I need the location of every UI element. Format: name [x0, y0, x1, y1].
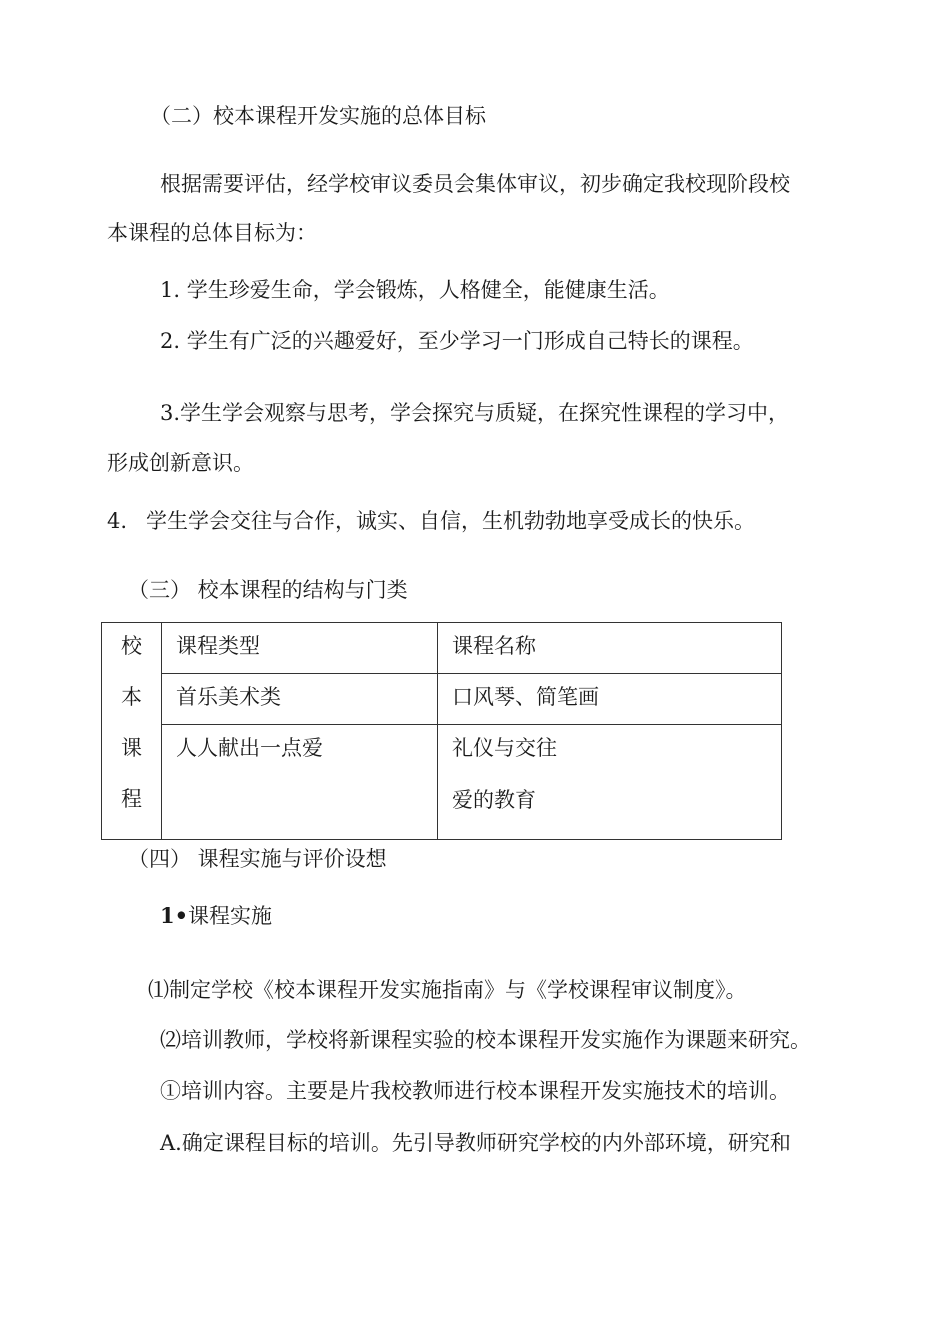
goal-3-line-1: 3.学生学会观察与思考，学会探究与质疑，在探究性课程的学习中，	[160, 401, 790, 425]
header-course-name	[438, 623, 782, 674]
goal-1: 1. 学生珍爱生命，学会锻炼，人格健全，能健康生活。	[160, 278, 670, 302]
subsection-1-title: 课程实施	[188, 904, 273, 928]
section-3-heading: （三） 校本课程的结构与门类	[128, 578, 408, 602]
side-label-char: 程	[121, 787, 142, 811]
course-name-text: 礼仪与交往	[452, 736, 557, 760]
section-4-heading: （四） 课程实施与评价设想	[128, 847, 387, 871]
course-name-text: 爱的教育	[452, 788, 536, 812]
implementation-item-4: A.确定课程目标的培训。先引导教师研究学校的内外部环境，研究和	[160, 1131, 791, 1155]
implementation-item-1: ⑴制定学校《校本课程开发实施指南》与《学校课程审议制度》。	[148, 978, 747, 1002]
intro-paragraph-line-1: 根据需要评估，经学校审议委员会集体审议，初步确定我校现阶段校	[160, 172, 790, 196]
course-type-text: 人人献出一点爱	[176, 736, 323, 760]
section-2-heading: （二）校本课程开发实施的总体目标	[150, 104, 486, 128]
goal-3-line-2: 形成创新意识。	[107, 451, 254, 475]
intro-paragraph-line-2: 本课程的总体目标为：	[107, 221, 317, 245]
implementation-item-2: ⑵培训教师，学校将新课程实验的校本课程开发实施作为课题来研究。	[160, 1028, 811, 1052]
header-course-type	[162, 623, 438, 674]
course-name-text: 口风琴、简笔画	[452, 685, 599, 709]
table-cell-name	[438, 725, 782, 840]
course-name-list	[438, 725, 781, 839]
goal-4-text: 学生学会交往与合作，诚实、自信，生机勃勃地享受成长的快乐。	[146, 509, 755, 533]
table-cell-name	[438, 674, 782, 725]
implementation-item-3: ①培训内容。主要是片我校教师进行校本课程开发实施技术的培训。	[160, 1079, 790, 1103]
side-label-char: 校	[121, 634, 142, 658]
side-label-char: 课	[121, 736, 142, 760]
course-structure-table	[101, 622, 782, 840]
header-course-type-label: 课程类型	[176, 634, 260, 658]
header-course-name-label: 课程名称	[452, 634, 536, 658]
subsection-1-number: 1•	[160, 903, 189, 928]
subsection-1-heading	[160, 903, 272, 929]
table-cell-type	[162, 674, 438, 725]
goal-2: 2. 学生有广泛的兴趣爱好，至少学习一门形成自己特长的课程。	[160, 329, 754, 353]
table-cell-type	[162, 725, 438, 840]
school-course-side-label	[102, 623, 162, 840]
goal-4-number: 4.	[107, 509, 128, 533]
course-type-text: 首乐美术类	[176, 685, 281, 709]
side-label-char: 本	[121, 685, 142, 709]
